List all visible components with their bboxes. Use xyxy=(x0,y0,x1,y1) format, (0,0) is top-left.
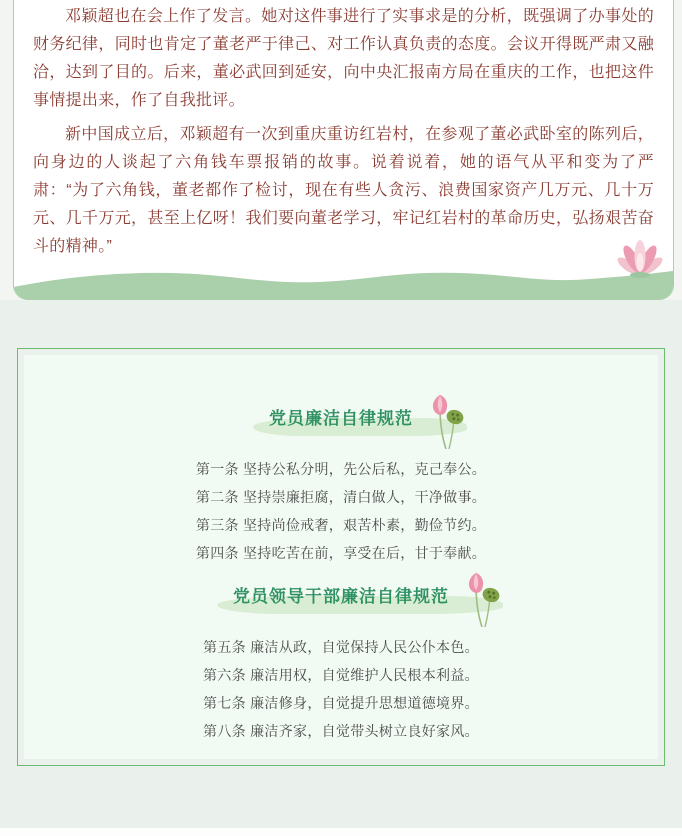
wave-divider-icon xyxy=(14,264,673,300)
lotus-bud-seedpod-icon xyxy=(459,571,503,627)
article-paragraph-1: 邓颖超也在会上作了发言。她对这件事进行了实事求是的分析，既强调了办事处的财务纪律，同时也肯定了董老严于律己、对工作认真负责的态度。会议开得既严肃又融洽，达到了目的。后来，董必武回到延安，向中央汇报南方局在重庆的工作，也把这件事情提出来，作了自我批评。 xyxy=(33,8,654,109)
lotus-bud-seedpod-icon xyxy=(423,393,467,449)
section1-title: 党员廉洁自律规范 xyxy=(269,409,413,428)
article-paragraph-2: 新中国成立后，邓颖超有一次到重庆重访红岩村，在参观了董必武卧室的陈列后，向身边的人谈起了六角钱车票报销的故事。说着说着，她的语气从平和变为了严肃：“为了六角钱，董老都作了检讨，现在有些人贪污、浪费国家资产几万元、几十万元、几千万元，甚至上亿呀！我们要向董老学习，牢记红岩村的革命历史，弘扬艰苦奋斗的精神。” xyxy=(33,126,654,255)
rule-item: 第七条 廉洁修身，自觉提升思想道德境界。 xyxy=(203,695,479,711)
section2-heading xyxy=(233,585,449,609)
section1-heading xyxy=(269,407,413,431)
rule-item: 第四条 坚持吃苦在前，享受在后，甘于奉献。 xyxy=(195,545,487,561)
rule-item: 第三条 坚持尚俭戒奢，艰苦朴素，勤俭节约。 xyxy=(195,517,487,533)
bottom-white-strip xyxy=(0,828,682,836)
rules-panel xyxy=(24,355,658,759)
section2-title: 党员领导干部廉洁自律规范 xyxy=(233,587,449,606)
section2-heading-row xyxy=(44,585,638,609)
rule-item: 第二条 坚持崇廉拒腐，清白做人，干净做事。 xyxy=(195,489,487,505)
rule-item: 第一条 坚持公私分明，先公后私，克己奉公。 xyxy=(195,461,487,477)
rule-list-1 xyxy=(44,455,638,567)
lotus-flower-icon xyxy=(617,238,663,278)
rule-item: 第五条 廉洁从政，自觉保持人民公仆本色。 xyxy=(203,639,479,655)
top-section xyxy=(0,0,682,300)
section1-heading-row xyxy=(44,407,638,431)
rule-list-2 xyxy=(44,633,638,745)
rules-card xyxy=(17,348,665,766)
article-text xyxy=(14,0,673,261)
article-text-box xyxy=(13,0,674,300)
rule-item: 第八条 廉洁齐家，自觉带头树立良好家风。 xyxy=(203,723,479,739)
rule-item: 第六条 廉洁用权，自觉维护人民根本利益。 xyxy=(203,667,479,683)
